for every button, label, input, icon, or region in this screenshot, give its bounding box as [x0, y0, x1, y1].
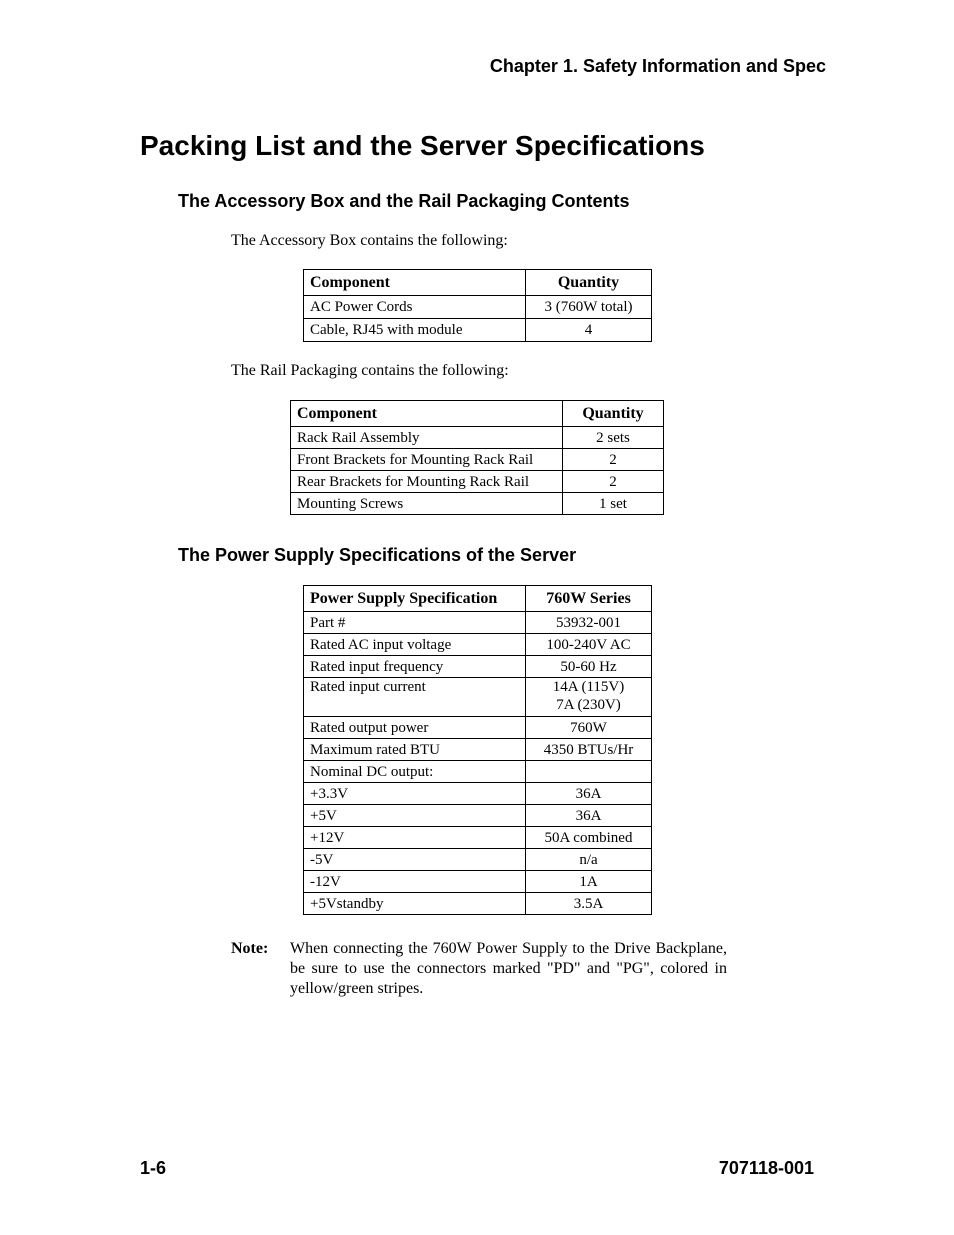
column-header-specification: Power Supply Specification — [304, 586, 526, 612]
column-header-component: Component — [291, 401, 563, 427]
table-row — [304, 893, 652, 915]
column-header-component: Component — [304, 270, 526, 296]
spec-name-cell: Maximum rated BTU — [304, 739, 526, 761]
spec-value-cell: 50-60 Hz — [526, 656, 652, 678]
column-header-quantity: Quantity — [563, 401, 664, 427]
quantity-cell: 3 (760W total) — [526, 296, 652, 319]
table-row — [304, 739, 652, 761]
chapter-header: Chapter 1. Safety Information and Spec — [489, 56, 826, 76]
spec-name-cell: +5Vstandby — [304, 893, 526, 915]
table-row — [291, 449, 664, 471]
table-row — [304, 849, 652, 871]
column-header-quantity: Quantity — [526, 270, 652, 296]
component-cell: Rear Brackets for Mounting Rack Rail — [291, 471, 563, 493]
table-row — [304, 319, 652, 342]
component-cell: Mounting Screws — [291, 493, 563, 515]
quantity-cell: 2 sets — [563, 427, 664, 449]
spec-name-cell: +3.3V — [304, 783, 526, 805]
table-row — [291, 471, 664, 493]
table-row — [304, 634, 652, 656]
spec-name-cell: -12V — [304, 871, 526, 893]
spec-name-cell: +5V — [304, 805, 526, 827]
table-row — [291, 493, 664, 515]
table-header-row — [291, 401, 664, 427]
table-header-row — [304, 586, 652, 612]
rail-packaging-intro: The Rail Packaging contains the following: — [231, 362, 509, 379]
spec-name-cell: Rated AC input voltage — [304, 634, 526, 656]
spec-value-cell: 3.5A — [526, 893, 652, 915]
spec-name-cell: Nominal DC output: — [304, 761, 526, 783]
spec-name-cell: Rated input frequency — [304, 656, 526, 678]
accessory-box-intro: The Accessory Box contains the following: — [231, 232, 508, 249]
spec-value-cell: 50A combined — [526, 827, 652, 849]
note-label: Note: — [231, 940, 269, 957]
page-title: Packing List and the Server Specifications — [140, 130, 705, 161]
spec-name-cell: -5V — [304, 849, 526, 871]
spec-value-cell: 760W — [526, 717, 652, 739]
spec-value-cell — [526, 678, 652, 717]
spec-value-line: 14A (115V) — [552, 679, 625, 695]
table-row — [304, 761, 652, 783]
document-number: 707118-001 — [718, 1158, 814, 1178]
table-header-row — [304, 270, 652, 296]
section-heading-power-supply: The Power Supply Specifications of the Server — [178, 545, 577, 565]
spec-value-line: 7A (230V) — [556, 697, 621, 713]
table-row — [304, 717, 652, 739]
table-row — [304, 656, 652, 678]
spec-name-cell: Rated input current — [304, 678, 526, 717]
rail-packaging-table — [290, 400, 664, 515]
spec-value-cell: n/a — [526, 849, 652, 871]
table-row — [291, 427, 664, 449]
table-row — [304, 612, 652, 634]
component-cell: Rack Rail Assembly — [291, 427, 563, 449]
spec-name-cell: Part # — [304, 612, 526, 634]
quantity-cell: 2 — [563, 471, 664, 493]
quantity-cell: 2 — [563, 449, 664, 471]
power-supply-spec-table — [303, 585, 652, 915]
note-text: When connecting the 760W Power Supply to the Drive Backplane, be sure to use the connectors marked "PD" and "PG", colored in yellow/green stripes. — [290, 940, 727, 997]
spec-value-cell: 53932-001 — [526, 612, 652, 634]
component-cell: Front Brackets for Mounting Rack Rail — [291, 449, 563, 471]
spec-value-cell: 1A — [526, 871, 652, 893]
table-row — [304, 827, 652, 849]
column-header-760w-series: 760W Series — [526, 586, 652, 612]
table-row — [304, 805, 652, 827]
table-row — [304, 783, 652, 805]
component-cell: Cable, RJ45 with module — [304, 319, 526, 342]
table-row — [304, 296, 652, 319]
spec-value-cell: 4350 BTUs/Hr — [526, 739, 652, 761]
page-number: 1-6 — [140, 1158, 167, 1178]
spec-value-cell: 36A — [526, 805, 652, 827]
table-row — [304, 871, 652, 893]
quantity-cell: 1 set — [563, 493, 664, 515]
accessory-box-table — [303, 269, 652, 342]
quantity-cell: 4 — [526, 319, 652, 342]
spec-name-cell: +12V — [304, 827, 526, 849]
spec-value-cell: 36A — [526, 783, 652, 805]
spec-value-cell — [526, 761, 652, 783]
component-cell: AC Power Cords — [304, 296, 526, 319]
table-row — [304, 678, 652, 717]
spec-name-cell: Rated output power — [304, 717, 526, 739]
spec-value-cell: 100-240V AC — [526, 634, 652, 656]
section-heading-accessory-rail: The Accessory Box and the Rail Packaging Contents — [178, 191, 630, 211]
